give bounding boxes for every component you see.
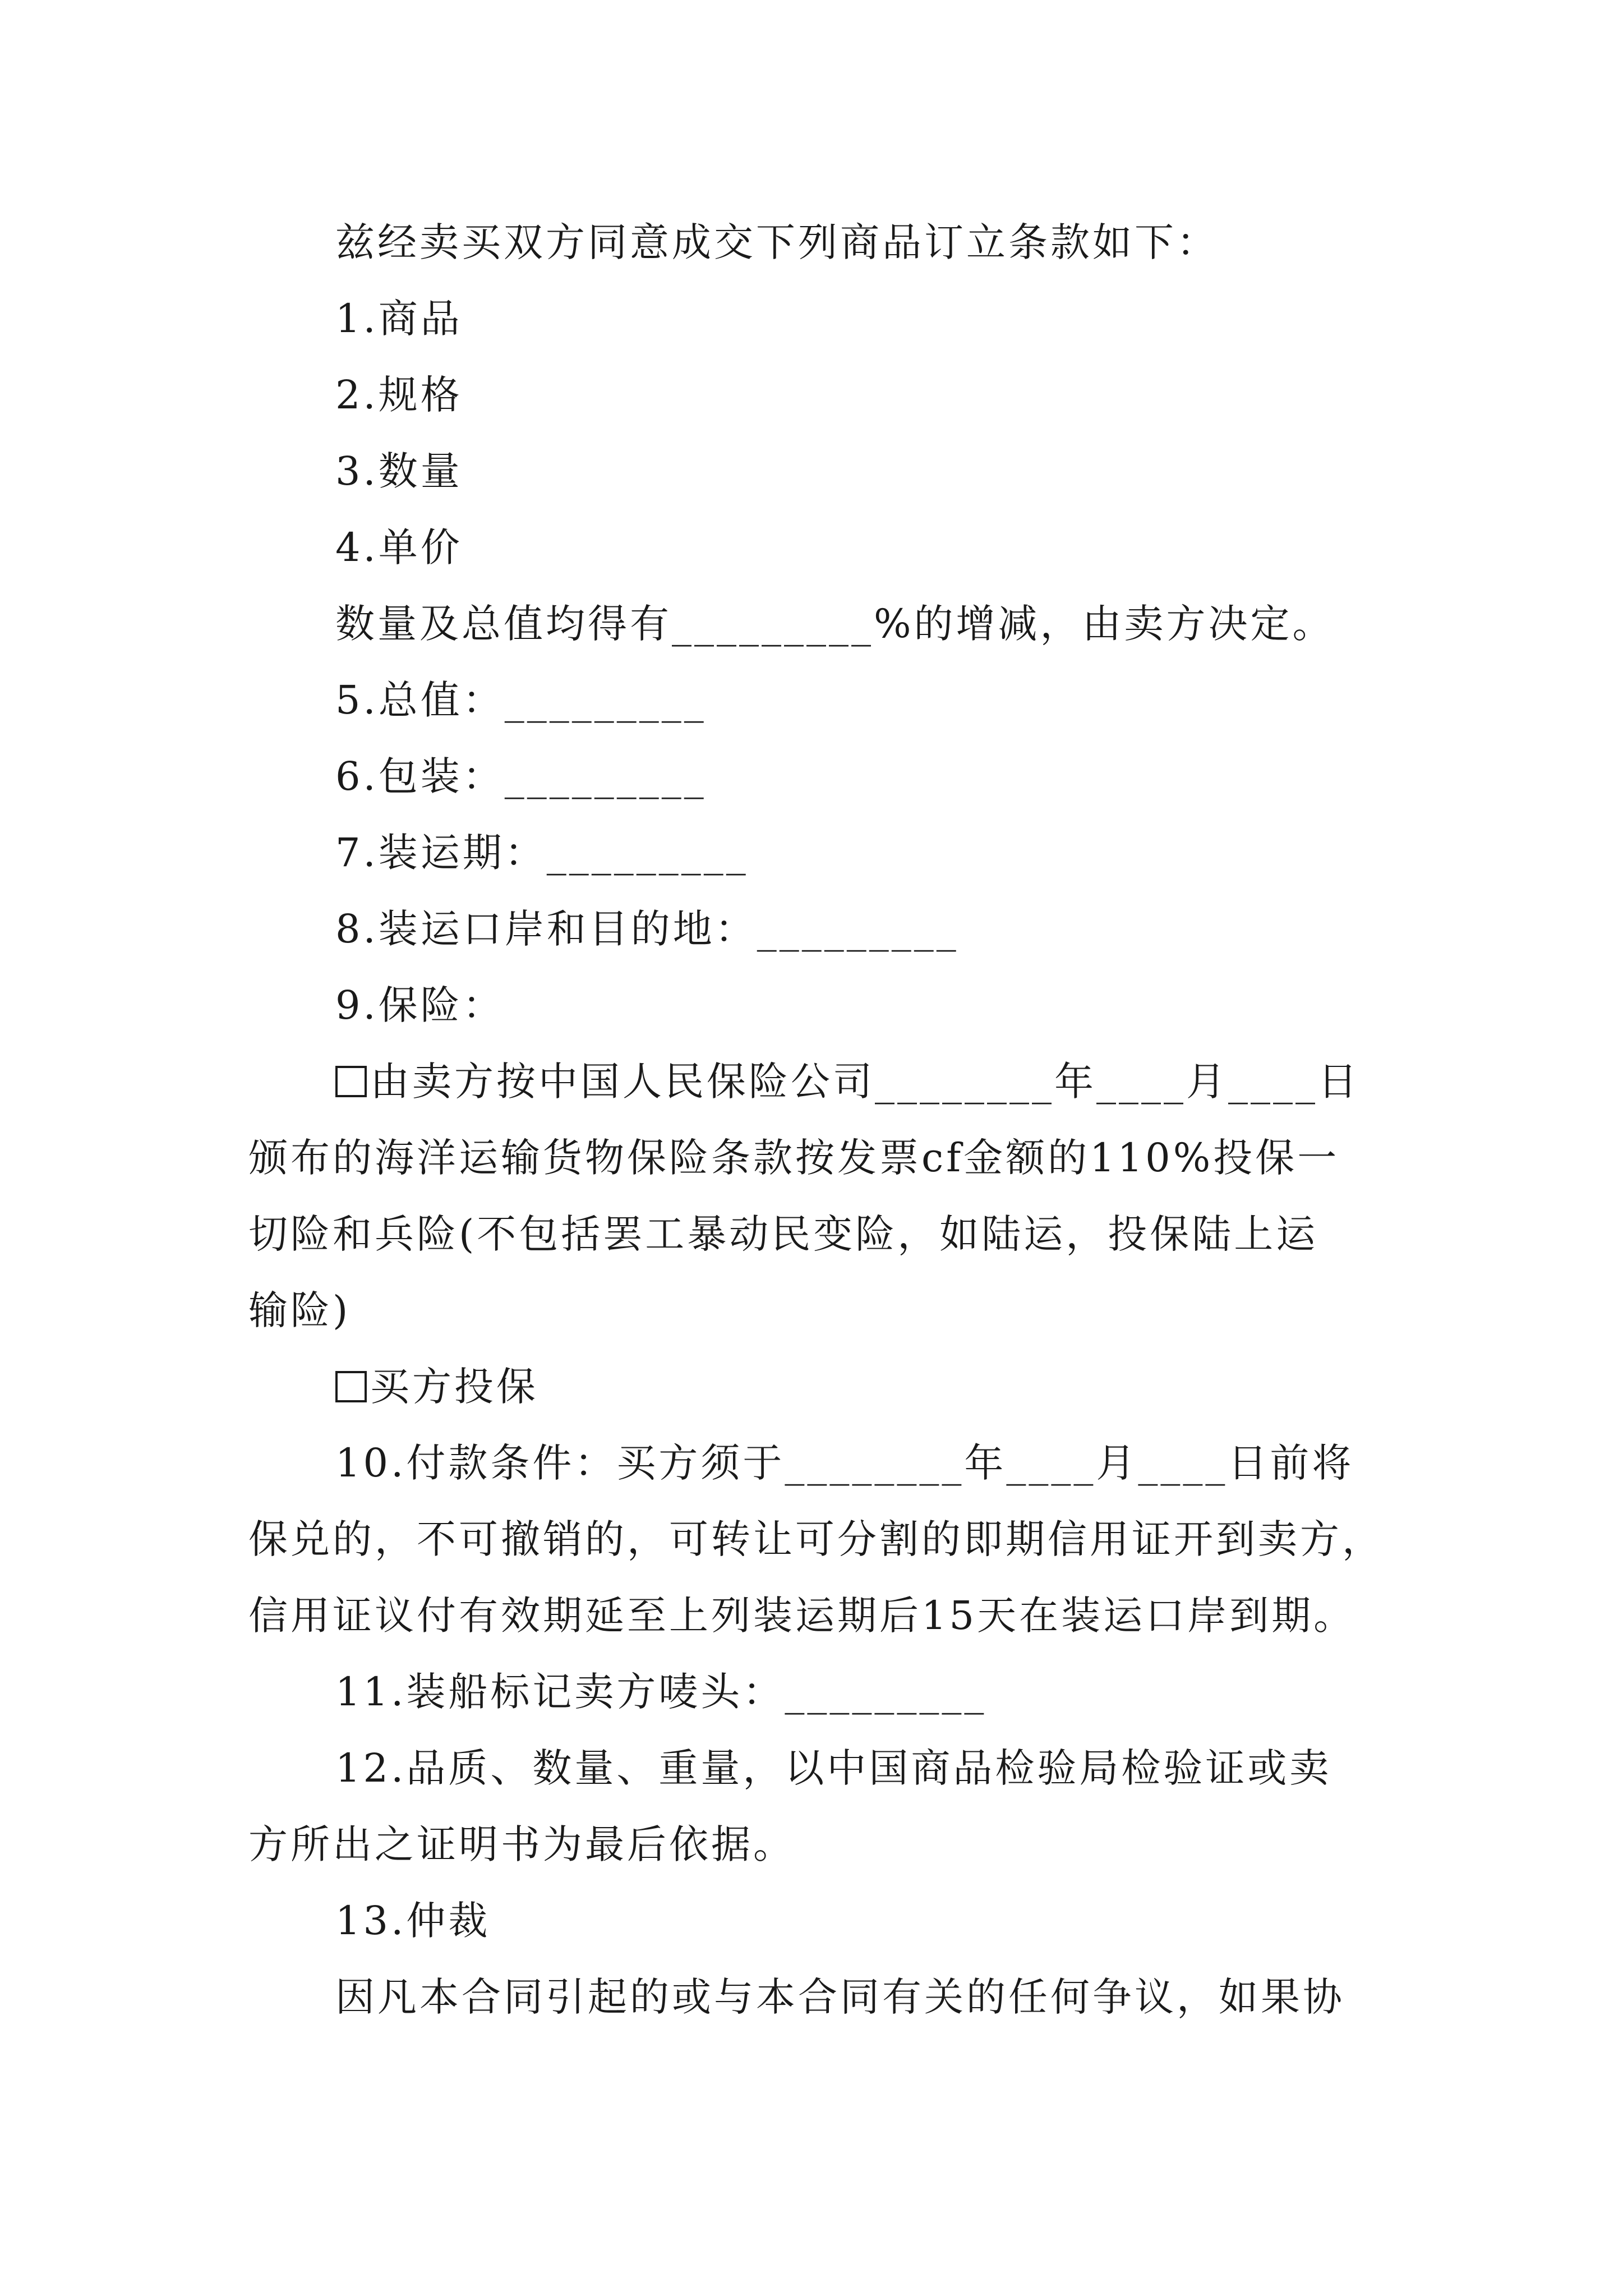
insurance-option-seller-line3: 切险和兵险(不包括罢工暴动民变险，如陆运，投保陆上运 (248, 1211, 1318, 1257)
insurance-option-buyer (335, 1364, 538, 1410)
insurance-option-seller-line4: 输险) (248, 1287, 351, 1333)
clause-payment-line2: 保兑的，不可撤销的，可转让可分割的即期信用证开到卖方， (248, 1516, 1384, 1562)
quantity-tolerance-text: 数量及总值均得有_________%的增减，由卖方决定。 (335, 601, 1335, 647)
clause-quality-line2: 方所出之证明书为最后依据。 (248, 1821, 795, 1867)
insurance-option-seller-line2: 颁布的海洋运输货物保险条款按发票cf金额的110%投保一 (248, 1135, 1340, 1181)
clause-quantity: 3.数量 (335, 448, 463, 494)
insurance-option-seller (335, 1059, 1360, 1105)
insurance-option-seller-line1: 由卖方按中国人民保险公司________年____月____日 (370, 1059, 1360, 1105)
clause-shipping-marks: 11.装船标记卖方唛头：_________ (335, 1669, 987, 1715)
clause-specification: 2.规格 (335, 372, 463, 418)
checkbox-buyer-insures[interactable] (335, 1371, 367, 1402)
clause-total-value: 5.总值：_________ (335, 677, 707, 723)
intro-text: 兹经卖买双方同意成交下列商品订立条款如下： (335, 219, 1219, 265)
checkbox-seller-insures[interactable] (335, 1066, 367, 1097)
arbitration-text: 因凡本合同引起的或与本合同有关的任何争议，如果协 (335, 1974, 1345, 2020)
clause-quality-line1: 12.品质、数量、重量，以中国商品检验局检验证或卖 (335, 1745, 1332, 1791)
clause-insurance: 9.保险： (335, 982, 505, 1028)
insurance-option-buyer-label: 买方投保 (370, 1364, 538, 1410)
clause-unit-price: 4.单价 (335, 524, 463, 570)
clause-payment-line3: 信用证议付有效期延至上列装运期后15天在装运口岸到期。 (248, 1593, 1356, 1639)
clause-arbitration: 13.仲裁 (335, 1898, 491, 1944)
clause-payment-line1: 10.付款条件：买方须于________年____月____日前将 (335, 1440, 1354, 1486)
clause-packing: 6.包装：_________ (335, 753, 707, 799)
clause-shipment-period: 7.装运期：_________ (335, 830, 749, 876)
clause-goods: 1.商品 (335, 296, 463, 342)
clause-ports: 8.装运口岸和目的地：_________ (335, 906, 959, 952)
